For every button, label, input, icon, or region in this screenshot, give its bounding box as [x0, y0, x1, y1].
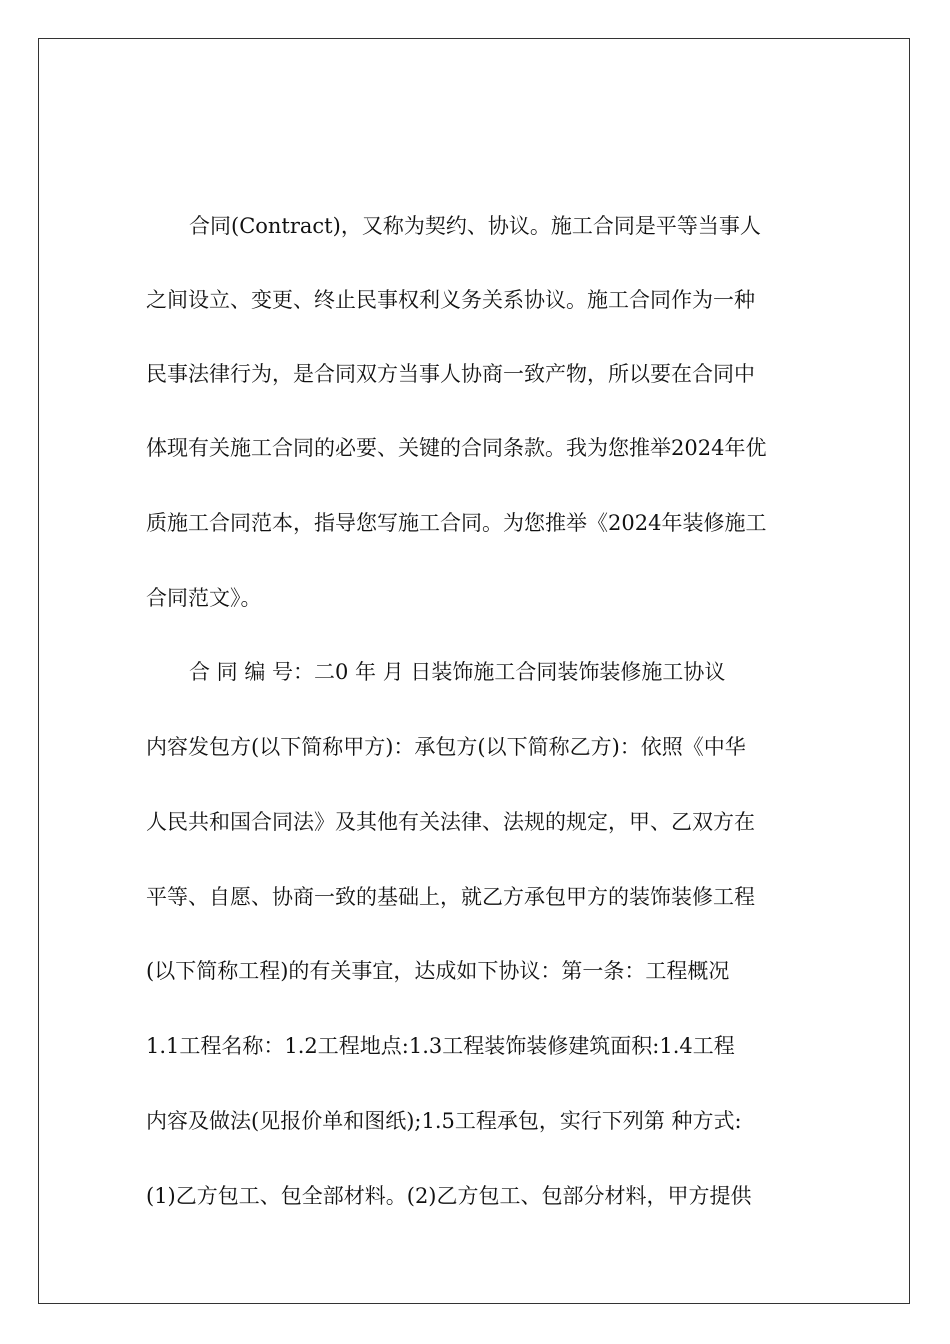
paragraph-line: 合同范文》。	[146, 586, 262, 610]
paragraph-line: 平等、自愿、协商一致的基础上，就乙方承包甲方的装饰装修工程	[146, 885, 755, 909]
paragraph-line: 内容发包方(以下简称甲方)：承包方(以下简称乙方)：依照《中华	[146, 735, 746, 759]
paragraph-line: 体现有关施工合同的必要、关键的合同条款。我为您推举2024年优	[146, 436, 767, 460]
paragraph-line: 民事法律行为，是合同双方当事人协商一致产物，所以要在合同中	[146, 362, 755, 386]
paragraph-line: (以下简称工程)的有关事宜，达成如下协议：第一条：工程概况	[146, 959, 730, 983]
paragraph-line: 人民共和国合同法》及其他有关法律、法规的规定，甲、乙双方在	[146, 810, 755, 834]
paragraph-line: (1)乙方包工、包全部材料。(2)乙方包工、包部分材料，甲方提供	[146, 1184, 752, 1208]
paragraph-line: 质施工合同范本，指导您写施工合同。为您推举《2024年装修施工	[146, 511, 767, 535]
paragraph-line: 内容及做法(见报价单和图纸);1.5工程承包，实行下列第 种方式:	[146, 1109, 742, 1133]
paragraph-line: 合同(Contract)，又称为契约、协议。施工合同是平等当事人	[189, 214, 761, 238]
paragraph-line: 1.1工程名称：1.2工程地点:1.3工程装饰装修建筑面积:1.4工程	[146, 1034, 735, 1058]
paragraph-line: 合 同 编 号：二0 年 月 日装饰施工合同装饰装修施工协议	[189, 660, 726, 684]
paragraph-line: 之间设立、变更、终止民事权利义务关系协议。施工合同作为一种	[146, 288, 755, 312]
